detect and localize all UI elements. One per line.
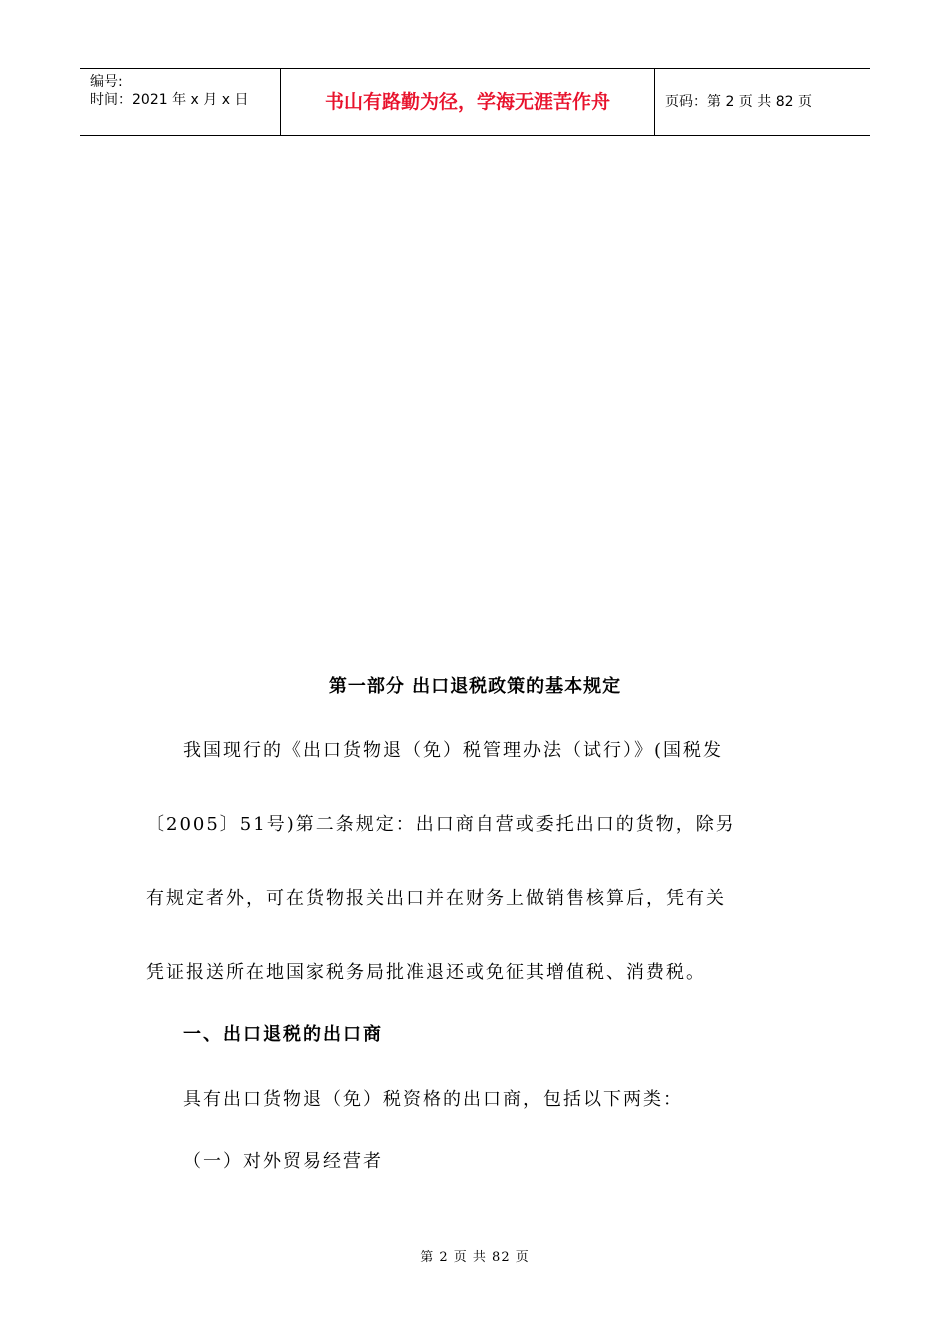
paragraph-line: 凭证报送所在地国家税务局批准退还或免征其增值税、消费税。 [146,962,706,983]
section-title: 第一部分 出口退税政策的基本规定 [328,676,622,697]
paragraph-line: 有规定者外，可在货物报关出口并在财务上做销售核算后，凭有关 [146,888,726,909]
paragraph-line: 我国现行的《出口货物退（免）税管理办法（试行）》(国税发 [183,740,724,761]
header-page-info: 页码：第 2 页 共 82 页 [665,94,812,110]
page-footer: 第 2 页 共 82 页 [420,1250,530,1265]
subheading-foreign-trade-operators: （一）对外贸易经营者 [183,1151,383,1172]
document-time-label: 时间：2021 年 x 月 x 日 [90,92,249,108]
heading-exporters: 一、出口退税的出口商 [183,1024,383,1045]
paragraph-exporter-types: 具有出口货物退（免）税资格的出口商，包括以下两类： [183,1089,683,1110]
paragraph-line: 〔2005〕51号)第二条规定：出口商自营或委托出口的货物，除另 [146,814,736,835]
header-motto: 书山有路勤为径，学海无涯苦作舟 [281,69,655,135]
document-number-label: 编号: [90,74,123,90]
